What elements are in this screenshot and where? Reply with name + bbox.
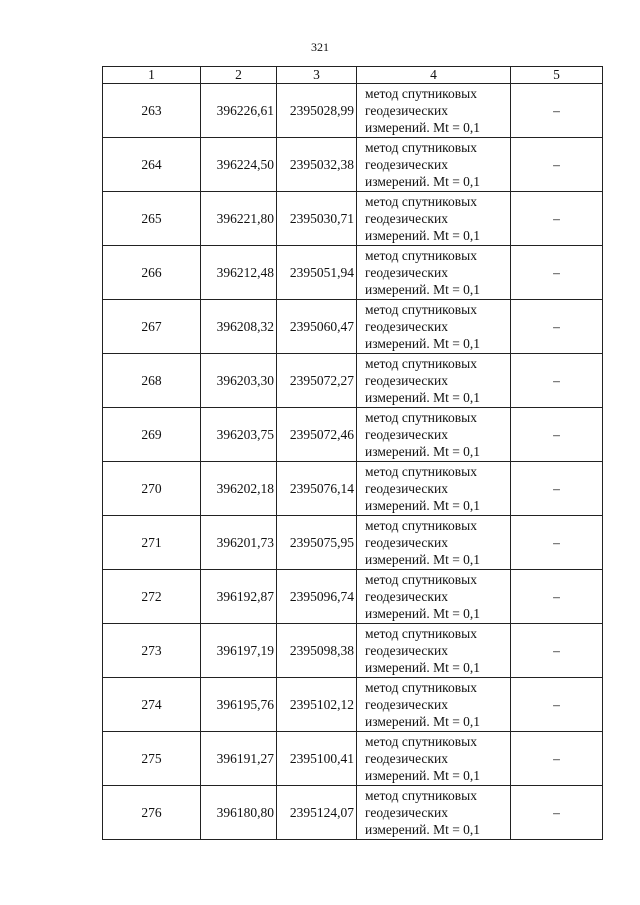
column-5-cell: – [511, 678, 603, 732]
method-line: измерений. Mt = 0,1 [365, 768, 481, 783]
x-coordinate-cell: 396226,61 [201, 84, 277, 138]
y-coordinate-cell: 2395100,41 [277, 732, 357, 786]
point-number-cell: 263 [103, 84, 201, 138]
method-line: измерений. Mt = 0,1 [365, 714, 481, 729]
table-row [103, 732, 603, 786]
x-coordinate-cell: 396191,27 [201, 732, 277, 786]
column-header-4: 4 [357, 67, 511, 84]
table-row [103, 354, 603, 408]
method-line: измерений. Mt = 0,1 [365, 606, 481, 621]
method-line: измерений. Mt = 0,1 [365, 336, 481, 351]
point-number-cell: 273 [103, 624, 201, 678]
x-coordinate-cell: 396201,73 [201, 516, 277, 570]
table-row [103, 300, 603, 354]
point-number-cell: 268 [103, 354, 201, 408]
table-body [103, 84, 603, 840]
x-coordinate-cell: 396180,80 [201, 786, 277, 840]
method-description-cell [357, 570, 511, 624]
method-line: метод спутниковых [365, 86, 477, 101]
method-line: геодезических [365, 211, 448, 226]
method-line: геодезических [365, 481, 448, 496]
method-description-cell [357, 732, 511, 786]
column-5-cell: – [511, 516, 603, 570]
y-coordinate-cell: 2395028,99 [277, 84, 357, 138]
method-line: измерений. Mt = 0,1 [365, 660, 481, 675]
column-header-3: 3 [277, 67, 357, 84]
table-header [103, 67, 603, 84]
column-5-cell: – [511, 354, 603, 408]
method-line: измерений. Mt = 0,1 [365, 822, 481, 837]
y-coordinate-cell: 2395102,12 [277, 678, 357, 732]
x-coordinate-cell: 396202,18 [201, 462, 277, 516]
column-5-cell: – [511, 462, 603, 516]
header-row [103, 67, 603, 84]
method-line: метод спутниковых [365, 572, 477, 587]
method-line: геодезических [365, 373, 448, 388]
method-line: геодезических [365, 643, 448, 658]
method-line: геодезических [365, 103, 448, 118]
method-line: метод спутниковых [365, 302, 477, 317]
x-coordinate-cell: 396195,76 [201, 678, 277, 732]
column-5-cell: – [511, 138, 603, 192]
y-coordinate-cell: 2395076,14 [277, 462, 357, 516]
y-coordinate-cell: 2395051,94 [277, 246, 357, 300]
point-number-cell: 265 [103, 192, 201, 246]
column-5-cell: – [511, 192, 603, 246]
method-line: измерений. Mt = 0,1 [365, 282, 481, 297]
table-row [103, 624, 603, 678]
table-row [103, 462, 603, 516]
method-line: метод спутниковых [365, 464, 477, 479]
table-row [103, 408, 603, 462]
point-number-cell: 270 [103, 462, 201, 516]
y-coordinate-cell: 2395032,38 [277, 138, 357, 192]
point-number-cell: 276 [103, 786, 201, 840]
column-header-2: 2 [201, 67, 277, 84]
method-description-cell [357, 354, 511, 408]
column-header-5: 5 [511, 67, 603, 84]
point-number-cell: 272 [103, 570, 201, 624]
x-coordinate-cell: 396221,80 [201, 192, 277, 246]
method-description-cell [357, 678, 511, 732]
method-description-cell [357, 624, 511, 678]
method-line: метод спутниковых [365, 734, 477, 749]
method-description-cell [357, 84, 511, 138]
x-coordinate-cell: 396212,48 [201, 246, 277, 300]
y-coordinate-cell: 2395098,38 [277, 624, 357, 678]
x-coordinate-cell: 396224,50 [201, 138, 277, 192]
method-description-cell [357, 246, 511, 300]
column-5-cell: – [511, 732, 603, 786]
method-line: метод спутниковых [365, 194, 477, 209]
table-row [103, 192, 603, 246]
y-coordinate-cell: 2395072,46 [277, 408, 357, 462]
method-description-cell [357, 192, 511, 246]
column-5-cell: – [511, 246, 603, 300]
method-line: геодезических [365, 157, 448, 172]
method-description-cell [357, 300, 511, 354]
method-line: измерений. Mt = 0,1 [365, 444, 481, 459]
point-number-cell: 264 [103, 138, 201, 192]
x-coordinate-cell: 396208,32 [201, 300, 277, 354]
column-5-cell: – [511, 786, 603, 840]
y-coordinate-cell: 2395060,47 [277, 300, 357, 354]
method-line: метод спутниковых [365, 626, 477, 641]
x-coordinate-cell: 396197,19 [201, 624, 277, 678]
table-row [103, 516, 603, 570]
y-coordinate-cell: 2395096,74 [277, 570, 357, 624]
x-coordinate-cell: 396192,87 [201, 570, 277, 624]
method-description-cell [357, 408, 511, 462]
method-description-cell [357, 138, 511, 192]
method-line: метод спутниковых [365, 248, 477, 263]
method-line: геодезических [365, 697, 448, 712]
x-coordinate-cell: 396203,30 [201, 354, 277, 408]
method-line: геодезических [365, 589, 448, 604]
point-number-cell: 275 [103, 732, 201, 786]
column-5-cell: – [511, 624, 603, 678]
table-row [103, 786, 603, 840]
point-number-cell: 271 [103, 516, 201, 570]
method-line: геодезических [365, 805, 448, 820]
method-description-cell [357, 786, 511, 840]
column-header-1: 1 [103, 67, 201, 84]
method-line: метод спутниковых [365, 410, 477, 425]
page-number: 321 [311, 40, 329, 54]
method-line: измерений. Mt = 0,1 [365, 552, 481, 567]
method-line: метод спутниковых [365, 788, 477, 803]
method-line: геодезических [365, 535, 448, 550]
y-coordinate-cell: 2395072,27 [277, 354, 357, 408]
method-line: геодезических [365, 265, 448, 280]
table-row [103, 138, 603, 192]
table-row [103, 678, 603, 732]
method-line: метод спутниковых [365, 680, 477, 695]
table-row [103, 570, 603, 624]
method-line: геодезических [365, 319, 448, 334]
method-line: измерений. Mt = 0,1 [365, 390, 481, 405]
method-line: метод спутниковых [365, 140, 477, 155]
table-row [103, 84, 603, 138]
column-5-cell: – [511, 84, 603, 138]
y-coordinate-cell: 2395124,07 [277, 786, 357, 840]
method-line: измерений. Mt = 0,1 [365, 120, 481, 135]
y-coordinate-cell: 2395075,95 [277, 516, 357, 570]
method-line: измерений. Mt = 0,1 [365, 228, 481, 243]
method-line: измерений. Mt = 0,1 [365, 174, 481, 189]
point-number-cell: 269 [103, 408, 201, 462]
x-coordinate-cell: 396203,75 [201, 408, 277, 462]
method-line: метод спутниковых [365, 518, 477, 533]
method-line: геодезических [365, 427, 448, 442]
column-5-cell: – [511, 408, 603, 462]
point-number-cell: 266 [103, 246, 201, 300]
point-number-cell: 267 [103, 300, 201, 354]
table-row [103, 246, 603, 300]
method-line: измерений. Mt = 0,1 [365, 498, 481, 513]
method-description-cell [357, 516, 511, 570]
method-line: геодезических [365, 751, 448, 766]
coordinates-table [102, 66, 603, 840]
column-5-cell: – [511, 300, 603, 354]
y-coordinate-cell: 2395030,71 [277, 192, 357, 246]
method-description-cell [357, 462, 511, 516]
column-5-cell: – [511, 570, 603, 624]
point-number-cell: 274 [103, 678, 201, 732]
method-line: метод спутниковых [365, 356, 477, 371]
